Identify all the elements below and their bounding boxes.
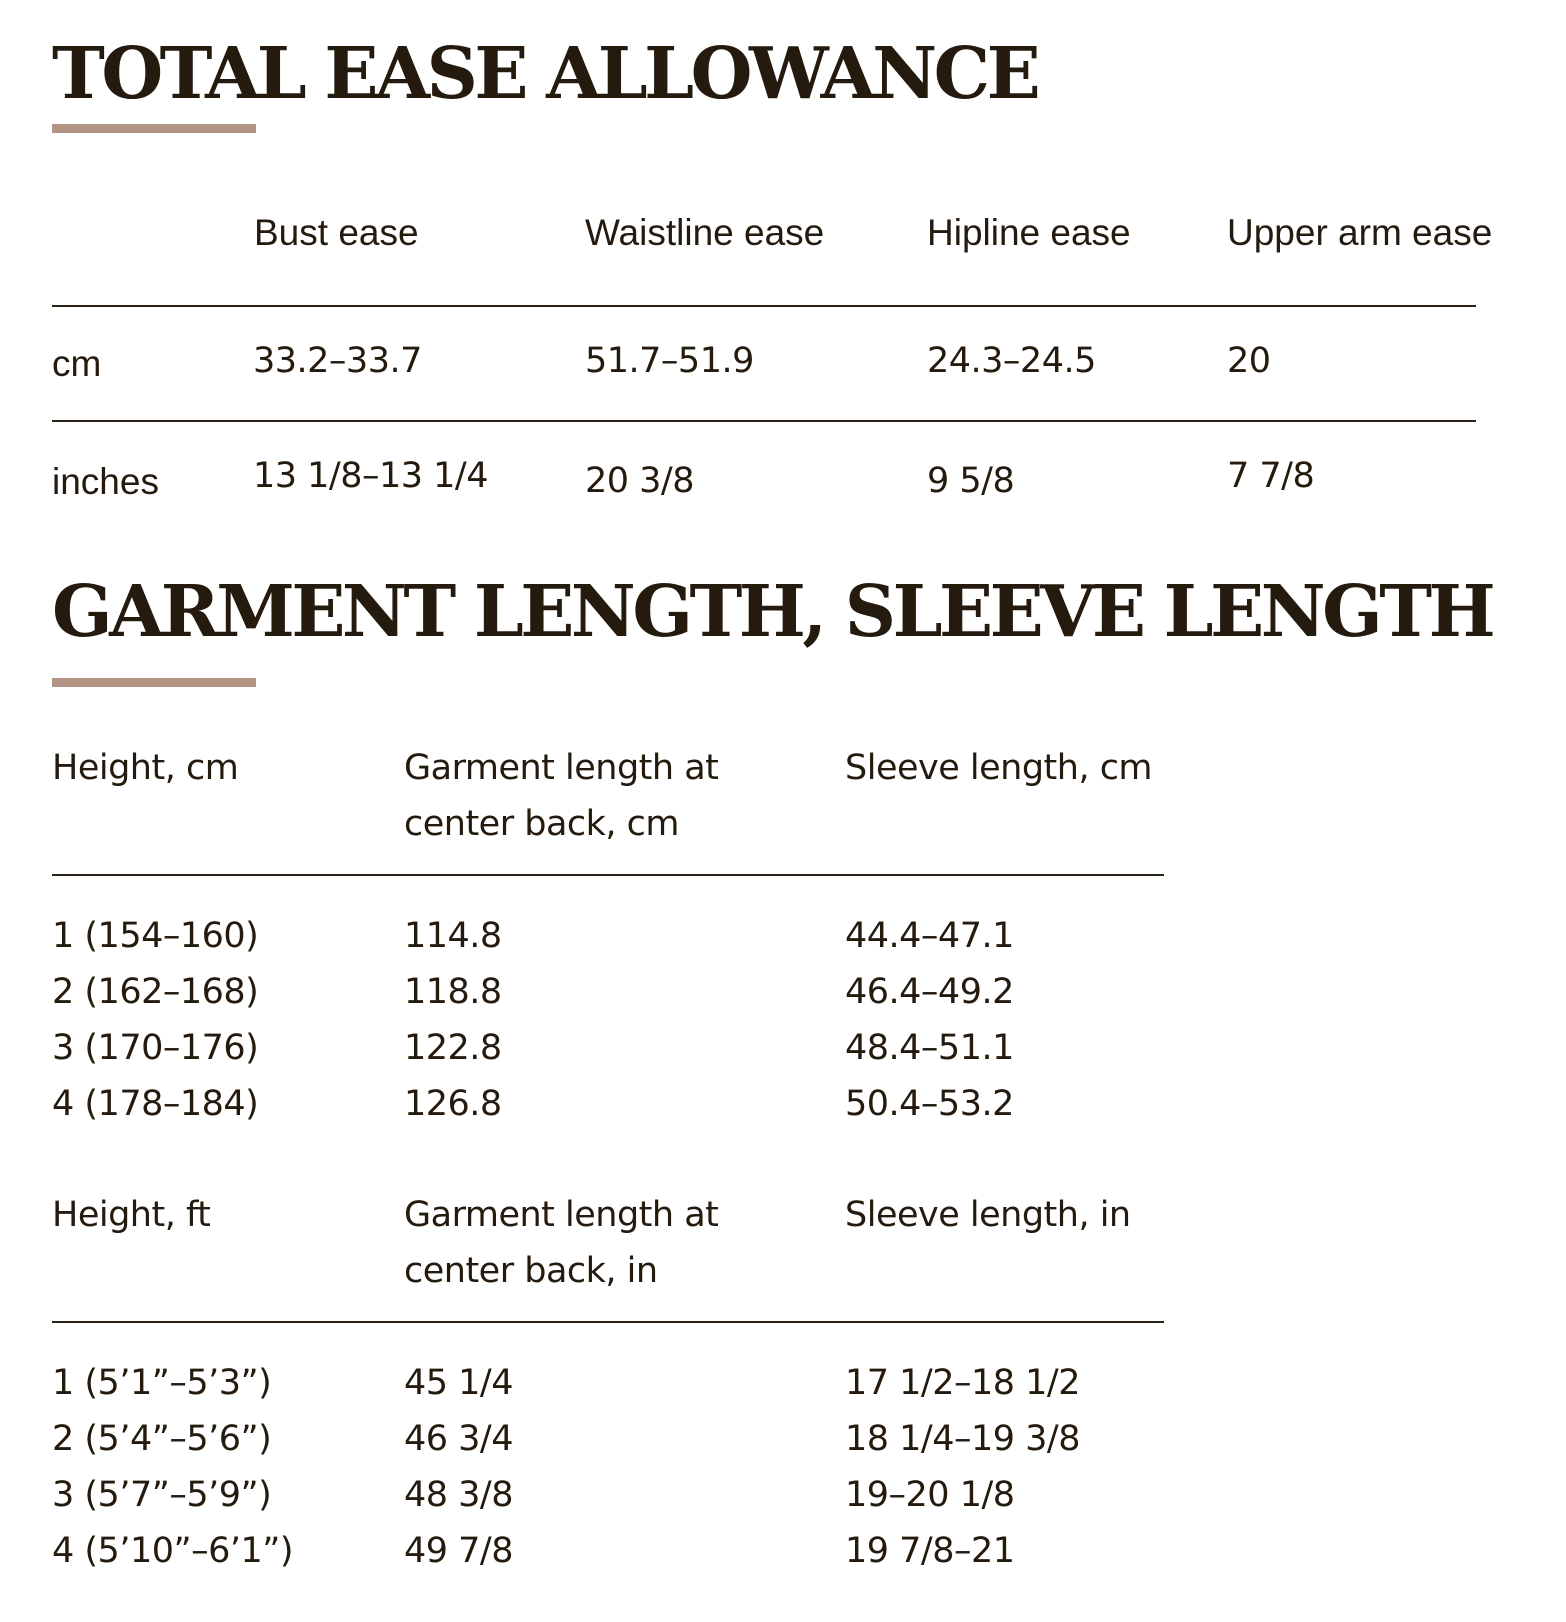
length-section-title: GARMENT LENGTH, SLEEVE LENGTH [52, 569, 1493, 653]
ease-col-header-bust: Bust ease [254, 212, 419, 253]
ease-header-divider [52, 305, 1476, 307]
ease-in-bust: 13 1/8–13 1/4 [253, 456, 488, 496]
metric-row-3-height: 3 (170–176) [52, 1028, 259, 1068]
ease-in-upper-arm: 7 7/8 [1227, 456, 1315, 496]
imperial-row-4-height: 4 (5’10”–6’1”) [52, 1531, 294, 1571]
ease-row-divider [52, 420, 1476, 422]
imperial-col-header-garment-length [404, 1187, 718, 1299]
ease-cm-upper-arm: 20 [1227, 341, 1271, 381]
imperial-col-header-garment-length-line-2: center back, in [404, 1251, 658, 1291]
metric-row-4-height: 4 (178–184) [52, 1084, 259, 1124]
imperial-col-sleeve-values [845, 1355, 1080, 1579]
imperial-row-3-sleeve-length: 19–20 1/8 [845, 1475, 1015, 1515]
ease-section-title: TOTAL EASE ALLOWANCE [52, 31, 1038, 115]
length-title-accent-bar [52, 678, 256, 687]
metric-row-2-height: 2 (162–168) [52, 972, 259, 1012]
ease-col-header-hipline: Hipline ease [927, 212, 1131, 253]
metric-row-4-sleeve-length: 50.4–53.2 [845, 1084, 1014, 1124]
imperial-row-4-garment-length: 49 7/8 [404, 1531, 513, 1571]
metric-col-header-garment-length-line-1: Garment length at [404, 748, 719, 788]
ease-row-unit-cm: cm [52, 343, 102, 384]
imperial-col-header-height-line-1: Height, ft [52, 1195, 211, 1235]
imperial-col-height-values [52, 1355, 293, 1579]
metric-row-3-garment-length: 122.8 [404, 1028, 502, 1068]
ease-cm-bust: 33.2–33.7 [253, 341, 422, 381]
ease-col-header-upper-arm: Upper arm ease [1227, 212, 1493, 253]
metric-col-header-garment-length [404, 740, 718, 852]
metric-row-2-sleeve-length: 46.4–49.2 [845, 972, 1014, 1012]
imperial-row-2-sleeve-length: 18 1/4–19 3/8 [845, 1419, 1080, 1459]
imperial-row-1-height: 1 (5’1”–5’3”) [52, 1363, 272, 1403]
imperial-row-3-garment-length: 48 3/8 [404, 1475, 513, 1515]
metric-col-header-sleeve-length-line-1: Sleeve length, cm [845, 748, 1153, 788]
metric-col-header-height-line-1: Height, cm [52, 748, 239, 788]
metric-header-divider [52, 874, 1164, 876]
metric-col-height-values [52, 908, 258, 1132]
metric-col-garment-values [404, 908, 502, 1132]
ease-cm-waistline: 51.7–51.9 [585, 341, 754, 381]
metric-row-1-height: 1 (154–160) [52, 916, 259, 956]
imperial-col-header-height [52, 1187, 210, 1243]
imperial-col-header-sleeve-length [845, 1187, 1131, 1243]
ease-in-hipline: 9 5/8 [927, 461, 1015, 501]
imperial-col-header-garment-length-line-1: Garment length at [404, 1195, 719, 1235]
imperial-header-divider [52, 1321, 1164, 1323]
ease-col-header-waistline: Waistline ease [585, 212, 825, 253]
metric-row-3-sleeve-length: 48.4–51.1 [845, 1028, 1014, 1068]
ease-cm-hipline: 24.3–24.5 [927, 341, 1096, 381]
ease-in-waistline: 20 3/8 [585, 461, 694, 501]
metric-row-2-garment-length: 118.8 [404, 972, 502, 1012]
metric-col-header-sleeve-length [845, 740, 1152, 796]
metric-row-4-garment-length: 126.8 [404, 1084, 502, 1124]
metric-row-1-sleeve-length: 44.4–47.1 [845, 916, 1014, 956]
imperial-row-1-garment-length: 45 1/4 [404, 1363, 513, 1403]
imperial-row-3-height: 3 (5’7”–5’9”) [52, 1475, 272, 1515]
imperial-row-1-sleeve-length: 17 1/2–18 1/2 [845, 1363, 1080, 1403]
imperial-col-header-sleeve-length-line-1: Sleeve length, in [845, 1195, 1131, 1235]
metric-col-header-height [52, 740, 238, 796]
imperial-col-garment-values [404, 1355, 513, 1579]
imperial-row-4-sleeve-length: 19 7/8–21 [845, 1531, 1015, 1571]
metric-row-1-garment-length: 114.8 [404, 916, 502, 956]
metric-col-header-garment-length-line-2: center back, cm [404, 804, 679, 844]
imperial-row-2-garment-length: 46 3/4 [404, 1419, 513, 1459]
metric-col-sleeve-values [845, 908, 1014, 1132]
ease-title-accent-bar [52, 124, 256, 133]
imperial-row-2-height: 2 (5’4”–5’6”) [52, 1419, 272, 1459]
ease-row-unit-inches: inches [52, 461, 159, 502]
